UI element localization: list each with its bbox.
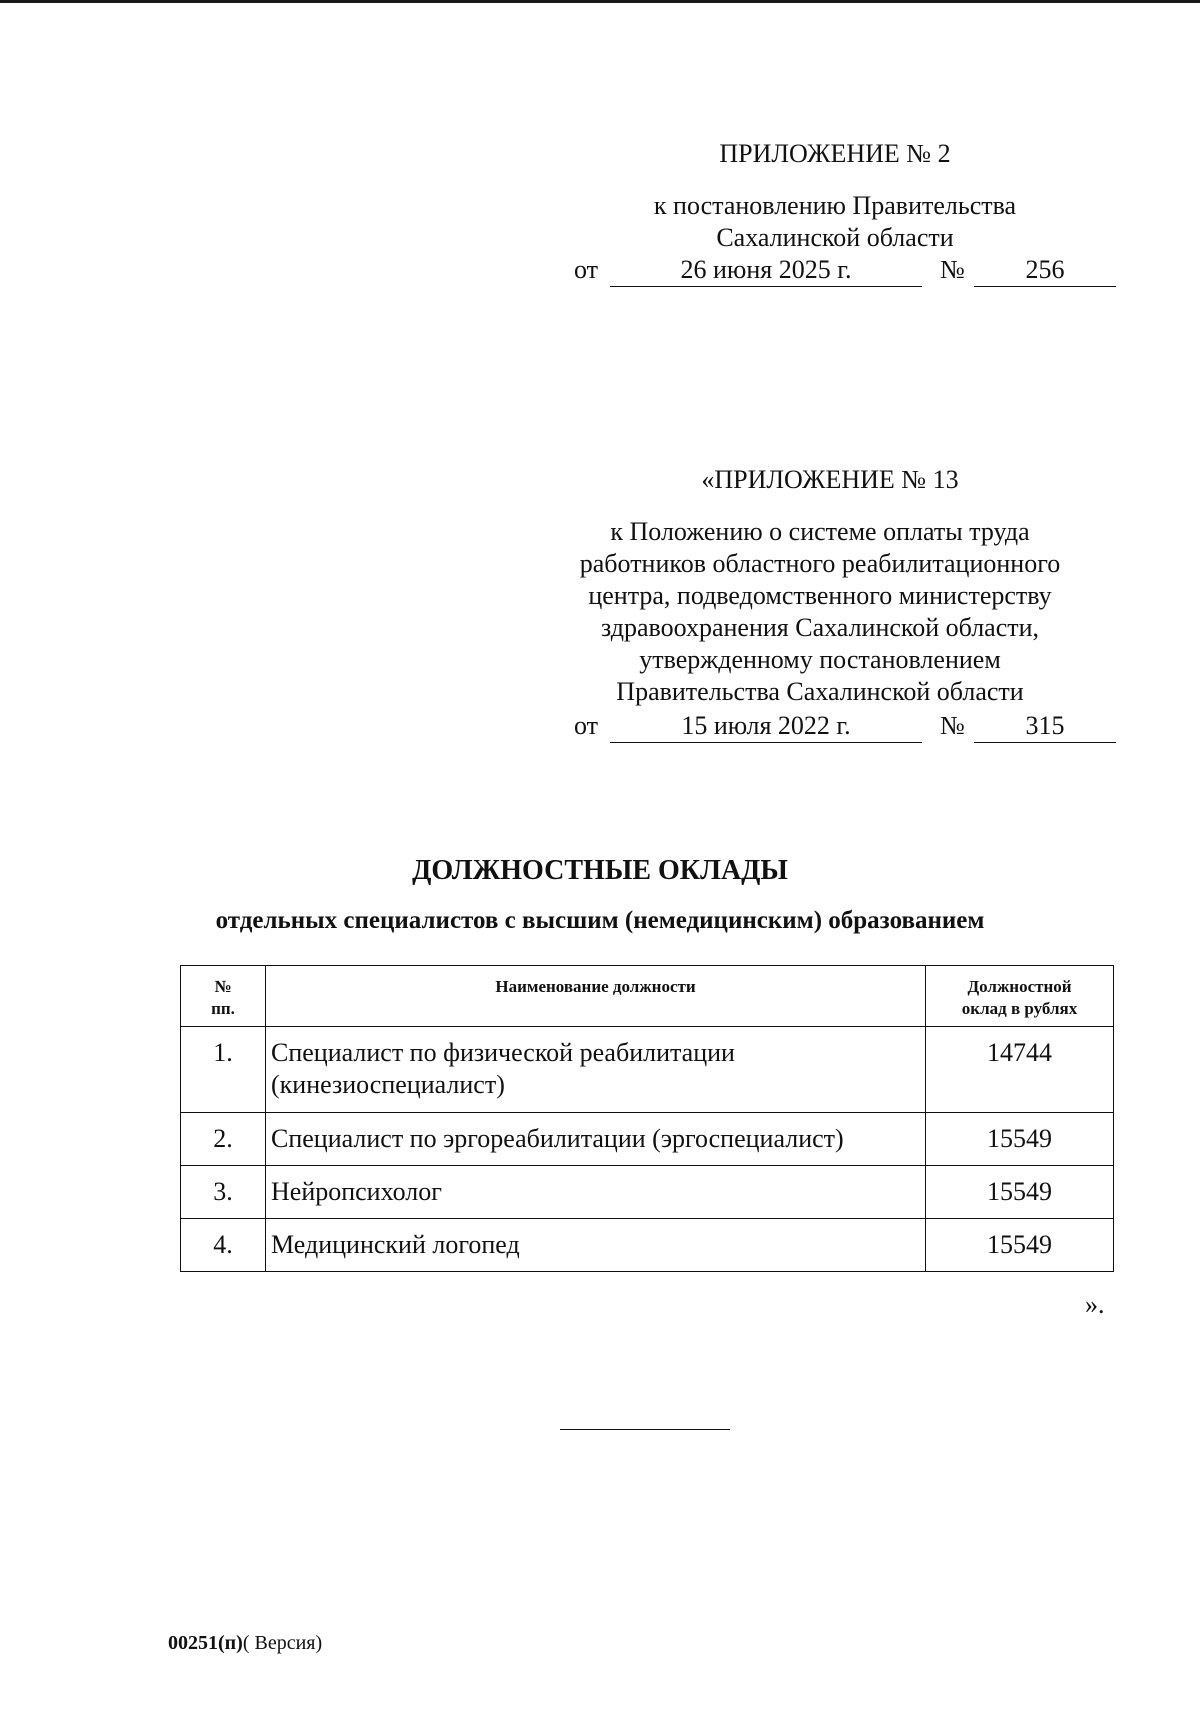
table-row (181, 1219, 1114, 1272)
header-salary-line-2: оклад в рублях (961, 999, 1078, 1018)
row-position-name: Специалист по эргореабилитации (эргоспециалист) (266, 1113, 926, 1166)
sub-appendix-reference-row (570, 710, 1120, 744)
closing-quote: ». (1085, 1290, 1105, 1319)
appendix-date: 26 июня 2025 г. (680, 255, 852, 284)
number-label: № (940, 255, 965, 284)
row-position-name (266, 1027, 926, 1113)
row-number: 4. (181, 1219, 266, 1272)
page-top-edge (0, 0, 1200, 3)
number-label: № (940, 711, 965, 740)
sub-appendix-heading: «ПРИЛОЖЕНИЕ № 13 (701, 465, 959, 494)
appendix-line-1: к постановлению Правительства (653, 191, 1017, 220)
footer-version: ( Версия) (242, 1632, 323, 1654)
sub-appendix-line-2: работников областного реабилитационного (579, 549, 1061, 578)
row-position-name: Медицинский логопед (266, 1219, 926, 1272)
document-subtitle: отдельных специалистов с высшим (немедицинским) образованием (215, 907, 985, 934)
appendix-line-2: Сахалинской области (716, 223, 954, 252)
header-salary-line-1: Должностной (967, 977, 1072, 996)
row-position-name-line-2: (кинезиоспециалист) (271, 1070, 505, 1099)
row-salary: 15549 (926, 1113, 1114, 1166)
row-position-name-line-1: Специалист по физической реабилитации (271, 1038, 735, 1067)
from-label: от (574, 255, 599, 284)
header-position-name-text: Наименование должности (495, 977, 696, 996)
row-salary: 14744 (926, 1027, 1114, 1113)
header-number (181, 966, 266, 1027)
header-number-line-2: пп. (211, 999, 235, 1018)
number-underline (974, 742, 1116, 743)
footer-document-code (168, 1632, 322, 1655)
appendix-number: 256 (1025, 255, 1065, 284)
header-position-name (266, 966, 926, 1027)
header-number-line-1: № (214, 977, 232, 996)
sub-appendix-line-6: Правительства Сахалинской области (616, 677, 1024, 706)
header-salary (926, 966, 1114, 1027)
row-salary: 15549 (926, 1166, 1114, 1219)
appendix-heading: ПРИЛОЖЕНИЕ № 2 (719, 139, 951, 168)
sub-appendix-date: 15 июля 2022 г. (681, 711, 851, 740)
table-row (181, 1113, 1114, 1166)
appendix-reference-row (570, 254, 1120, 288)
number-underline (974, 286, 1116, 287)
date-underline (610, 286, 922, 287)
document-title: ДОЛЖНОСТНЫЕ ОКЛАДЫ (412, 855, 788, 886)
from-label: от (574, 711, 599, 740)
separator-line (560, 1429, 730, 1430)
row-number: 1. (181, 1027, 266, 1113)
sub-appendix-line-4: здравоохранения Сахалинской области, (600, 613, 1040, 642)
sub-appendix-line-3: центра, подведомственного министерству (588, 581, 1052, 610)
row-number: 3. (181, 1166, 266, 1219)
row-salary: 15549 (926, 1219, 1114, 1272)
date-underline (610, 742, 922, 743)
sub-appendix-line-5: утвержденному постановлением (639, 645, 1001, 674)
footer-code: 00251(п) (168, 1632, 243, 1654)
row-position-name: Нейропсихолог (266, 1166, 926, 1219)
row-number: 2. (181, 1113, 266, 1166)
table-header-row (181, 966, 1114, 1027)
sub-appendix-number: 315 (1025, 711, 1065, 740)
table-row (181, 1027, 1114, 1113)
sub-appendix-line-1: к Положению о системе оплаты труда (610, 517, 1030, 546)
table-row (181, 1166, 1114, 1219)
salary-table (180, 965, 1114, 1272)
